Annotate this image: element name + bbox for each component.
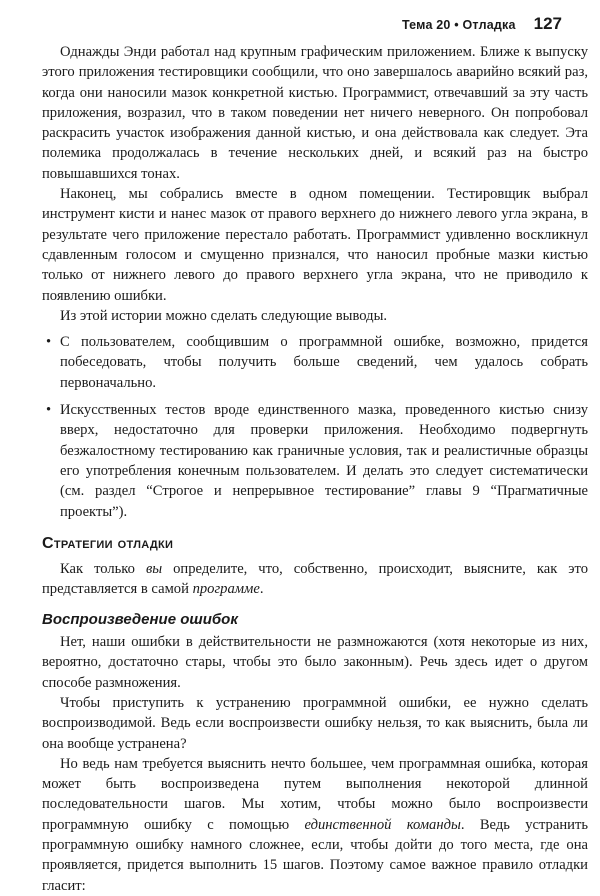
- section-heading: Стратегии отладки: [42, 534, 174, 552]
- paragraph-reproducible: Чтобы приступить к устранению программной ошибки, ее нужно сделать воспроизводимой. Ведь если воспроизвести ошибку нельзя, то как выяснить, была ли она вообще устранена?: [42, 694, 588, 752]
- section-intro: Как только вы определите, что, собственно, происходит, выясните, как это представляется в самой программе.: [42, 561, 588, 598]
- conclusions-list: [42, 332, 588, 522]
- page-number: 127: [533, 14, 562, 33]
- list-item: • Искусственных тестов вроде единственного мазка, проведенного кистью снизу вверх, недостаточно для проверки приложения. Необходимо подвергнуть безжалостному тестированию как граничные условия, так и реалистичные образцы его употребления конечным пользователем. И делать это следует систематически (см. раздел “Строгое и непрерывное тестирование” главы 9 “Прагматичные проекты”).: [42, 400, 588, 522]
- page-body: [42, 42, 588, 896]
- paragraph-tester-story: Наконец, мы собрались вместе в одном помещении. Тестировщик выбрал инструмент кисти и нанес мазок от правого верхнего до нижнего левого угла экрана, в результате чего приложение перестало работать. Программист удивленно воскликнул сдавленным голосом и смущенно признался, что наносил пробные мазки кистью только от нижнего левого до правого верхнего угла экрана, что не приводило к появлению ошибки.: [42, 186, 588, 304]
- list-item: • С пользователем, сообщившим о программной ошибке, возможно, придется побеседовать, чтобы получить больше сведений, чем удалось собрать первоначально.: [42, 332, 588, 393]
- paragraph-bugs-multiply: Нет, наши ошибки в действительности не размножаются (хотя некоторые из них, вероятно, достаточно стары, чтобы это было законным). Речь здесь идет о другом способе размножения.: [42, 634, 588, 691]
- paragraph-andy-story: Однажды Энди работал над крупным графическим приложением. Ближе к выпуску этого приложения тестировщики сообщили, что оно завершалось аварийно всякий раз, когда они наносили мазок конкретной кистью. Программист, отвечавший за эту часть приложения, возразил, что в таком поведении нет ничего неверного. Он попробовал раскрасить участок изображения данной кистью, и она действовала как следует. Эта полемика продолжалась в течение нескольких дней, и всякий раз на быстро повышавшихся тонах.: [42, 44, 588, 182]
- running-header: [402, 14, 562, 34]
- paragraph-conclusions-intro: Из этой истории можно сделать следующие выводы.: [60, 307, 388, 324]
- paragraph-single-command: Но ведь нам требуется выяснить нечто большее, чем программная ошибка, которая может быть воспроизведена путем выполнения некоторой длинной последовательности шагов. Мы хотим, чтобы можно было воспроизвести программную ошибку с помощью единственной команды. Ведь устранить программную ошибку намного сложнее, если, чтобы дойти до того места, где она проявляется, придется выполнить 15 шагов. Поэтому самое важное правило отладки гласит:: [42, 755, 588, 894]
- subsection-heading: Воспроизведение ошибок: [42, 610, 238, 628]
- chapter-title: Тема 20 • Отладка: [401, 18, 516, 32]
